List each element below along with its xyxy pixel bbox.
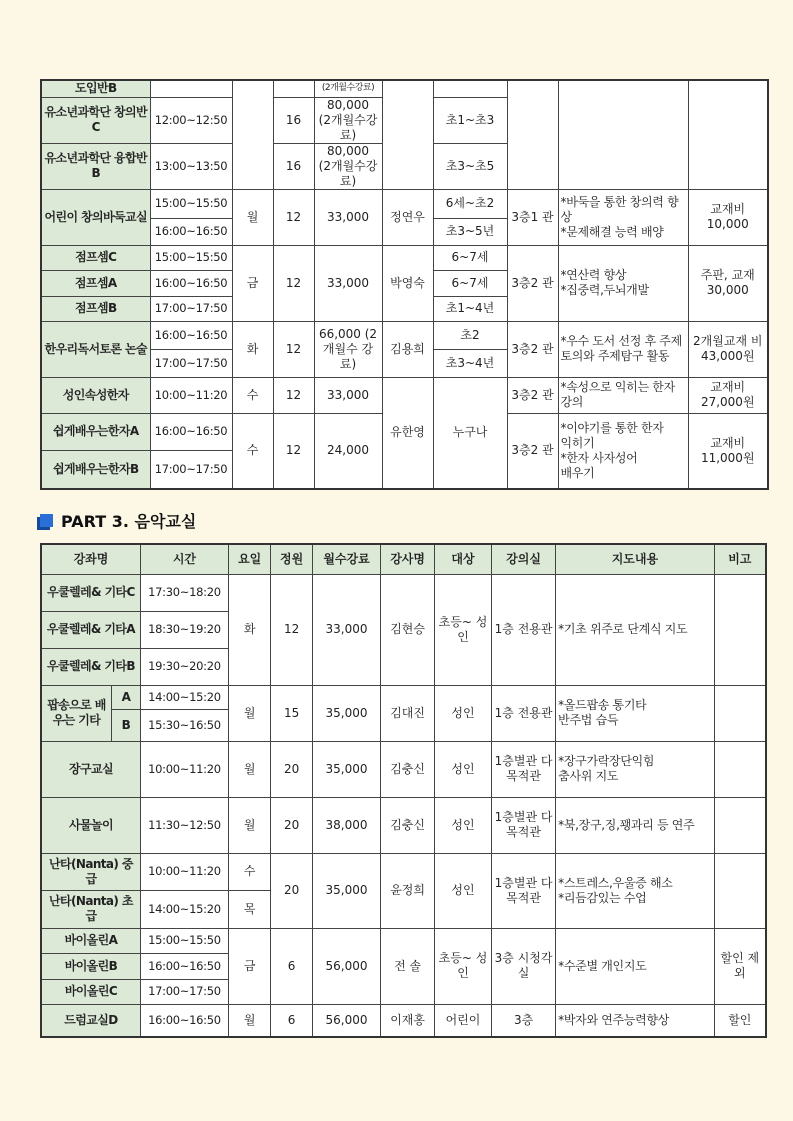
course-name: 바이올린B (41, 953, 140, 979)
capacity: 20 (271, 741, 312, 797)
capacity: 16 (273, 143, 314, 189)
header-cell: 강좌명 (41, 544, 140, 574)
content: *이야기를 통한 한자 익히기 *한자 사자성어 배우기 (558, 413, 688, 489)
content: *수준별 개인지도 (556, 928, 714, 1004)
note: 교재비 11,000원 (688, 413, 768, 489)
room: 3층1 관 (507, 189, 558, 245)
course-name: 점프셈C (41, 245, 150, 270)
room: 3층2 관 (507, 413, 558, 489)
note (714, 797, 766, 853)
course-name: 유소년과학단 융합반B (41, 143, 150, 189)
course-name: 장구교실 (41, 741, 140, 797)
target: 초3~5년 (433, 218, 507, 245)
course-sub: A (111, 685, 140, 709)
course-time: 18:30~19:20 (140, 611, 228, 648)
room: 1층별관 다목적관 (491, 853, 555, 928)
teacher: 김충신 (381, 741, 435, 797)
course-day: 수 (232, 377, 273, 413)
teacher: 전 솔 (381, 928, 435, 1004)
target: 초등~ 성인 (435, 928, 492, 1004)
capacity: 20 (271, 853, 312, 928)
note: 교재비 10,000 (688, 189, 768, 245)
course-time: 13:00~13:50 (150, 143, 232, 189)
fee: 38,000 (312, 797, 380, 853)
header-cell: 요일 (228, 544, 270, 574)
note: 주판, 교재 30,000 (688, 245, 768, 321)
course-time: 16:00~16:50 (150, 413, 232, 450)
room: 3층2 관 (507, 377, 558, 413)
fee: 33,000 (314, 377, 382, 413)
teacher: 김용희 (382, 321, 433, 377)
note: 할인 (714, 1004, 766, 1037)
target: 성인 (435, 741, 492, 797)
content: *올드팝송 통기타 반주법 습득 (556, 685, 714, 741)
target: 누구나 (433, 377, 507, 489)
teacher: 김현승 (381, 574, 435, 685)
course-day: 금 (228, 928, 270, 1004)
note (714, 741, 766, 797)
fee: 35,000 (312, 853, 380, 928)
fee: 33,000 (314, 189, 382, 245)
course-time: 14:00~15:20 (140, 685, 228, 709)
room: 1층 전용관 (491, 574, 555, 685)
teacher: 박영숙 (382, 245, 433, 321)
content: *바둑을 통한 창의력 향상 *문제해결 능력 배양 (558, 189, 688, 245)
course-table-part2 (40, 79, 769, 490)
teacher: 유한영 (382, 377, 433, 489)
course-name: 쉽게배우는한자B (41, 450, 150, 489)
room: 3층2 관 (507, 245, 558, 321)
course-name: 우쿨렐레& 기타B (41, 648, 140, 685)
course-name: 유소년과학단 창의반C (41, 97, 150, 143)
room: 1층 전용관 (491, 685, 555, 741)
fee: 56,000 (312, 928, 380, 1004)
fee-note: (2개월수강료) (318, 112, 378, 142)
target: 6~7세 (433, 245, 507, 270)
fee: 35,000 (312, 685, 380, 741)
content: *북,장구,징,꽹과리 등 연주 (556, 797, 714, 853)
course-time: 16:00~16:50 (140, 1004, 228, 1037)
content: *스트레스,우울증 해소 *리듬감있는 수업 (556, 853, 714, 928)
fee: 56,000 (312, 1004, 380, 1037)
capacity: 12 (273, 245, 314, 321)
course-time: 17:00~17:50 (150, 450, 232, 489)
course-day: 화 (228, 574, 270, 685)
content: *기초 위주로 단계식 지도 (556, 574, 714, 685)
course-time: 17:00~17:50 (150, 349, 232, 377)
target: 6~7세 (433, 270, 507, 296)
music-course-table (40, 543, 767, 1038)
course-name: 점프셈B (41, 296, 150, 321)
content: *장구가락장단익힘 춤사위 지도 (556, 741, 714, 797)
target: 초1~초3 (433, 97, 507, 143)
teacher: 이재홍 (381, 1004, 435, 1037)
fee-cell (314, 143, 382, 189)
course-time: 17:30~18:20 (140, 574, 228, 611)
section-heading (40, 508, 196, 532)
target: 성인 (435, 685, 492, 741)
capacity: 12 (271, 574, 312, 685)
course-day: 수 (232, 413, 273, 489)
header-row (41, 544, 766, 574)
course-time: 14:00~15:20 (140, 890, 228, 928)
course-time: 16:00~16:50 (150, 321, 232, 349)
course-day: 월 (228, 741, 270, 797)
fee: 80,000 (327, 97, 369, 112)
capacity: 15 (271, 685, 312, 741)
course-name: 바이올린A (41, 928, 140, 953)
content: *우수 도서 선정 후 주제토의와 주제탐구 활동 (558, 321, 688, 377)
course-name: 팝송으로 배우는 기타 (41, 685, 111, 741)
target: 초2 (433, 321, 507, 349)
capacity: 12 (273, 189, 314, 245)
course-time: 15:00~15:50 (150, 189, 232, 218)
course-day: 화 (232, 321, 273, 377)
header-cell: 강의실 (491, 544, 555, 574)
course-day: 금 (232, 245, 273, 321)
course-time: 11:30~12:50 (140, 797, 228, 853)
course-name: 우쿨렐레& 기타A (41, 611, 140, 648)
note (714, 685, 766, 741)
capacity: 12 (273, 377, 314, 413)
fee-note: (2개월수강료) (314, 80, 382, 97)
header-cell: 정원 (271, 544, 312, 574)
capacity: 12 (273, 321, 314, 377)
course-time: 10:00~11:20 (140, 741, 228, 797)
capacity: 6 (271, 1004, 312, 1037)
room: 1층별관 다목적관 (491, 741, 555, 797)
course-name: 드럼교실D (41, 1004, 140, 1037)
course-time: 16:00~16:50 (150, 218, 232, 245)
target: 6세~초2 (433, 189, 507, 218)
fee-cell (314, 97, 382, 143)
fee: 66,000 (2개월수 강료) (314, 321, 382, 377)
note: 2개월교재 비 43,000원 (688, 321, 768, 377)
course-sub: B (111, 709, 140, 741)
content: *속성으로 익히는 한자강의 (558, 377, 688, 413)
course-day: 목 (228, 890, 270, 928)
course-time: 19:30~20:20 (140, 648, 228, 685)
capacity: 12 (273, 413, 314, 489)
header-cell: 대상 (435, 544, 492, 574)
fee: 80,000 (327, 143, 369, 158)
target: 어린이 (435, 1004, 492, 1037)
target: 성인 (435, 797, 492, 853)
target: 초등~ 성인 (435, 574, 492, 685)
header-cell: 시간 (140, 544, 228, 574)
course-name: 한우리독서토론 논술 (41, 321, 150, 377)
fee: 24,000 (314, 413, 382, 489)
capacity: 20 (271, 797, 312, 853)
content: *박자와 연주능력향상 (556, 1004, 714, 1037)
course-day: 월 (228, 797, 270, 853)
course-name: 우쿨렐레& 기타C (41, 574, 140, 611)
room: 3층 (491, 1004, 555, 1037)
fee: 35,000 (312, 741, 380, 797)
blue-square-icon (40, 514, 53, 527)
course-name: 점프셈A (41, 270, 150, 296)
room: 3층 시청각실 (491, 928, 555, 1004)
course-time: 10:00~11:20 (150, 377, 232, 413)
capacity: 16 (273, 97, 314, 143)
course-name: 난타(Nanta) 초급 (41, 890, 140, 928)
header-cell: 비고 (714, 544, 766, 574)
course-time: 15:30~16:50 (140, 709, 228, 741)
target: 성인 (435, 853, 492, 928)
note (714, 853, 766, 928)
capacity: 6 (271, 928, 312, 1004)
fee: 33,000 (312, 574, 380, 685)
course-day: 월 (232, 189, 273, 245)
teacher: 윤정희 (381, 853, 435, 928)
course-time: 17:00~17:50 (150, 296, 232, 321)
header-cell: 월수강료 (312, 544, 380, 574)
header-cell: 강사명 (381, 544, 435, 574)
room: 1층별관 다목적관 (491, 797, 555, 853)
course-time: 15:00~15:50 (140, 928, 228, 953)
course-time: 12:00~12:50 (150, 97, 232, 143)
course-name: 사물놀이 (41, 797, 140, 853)
course-day: 월 (228, 685, 270, 741)
note: 할인 제외 (714, 928, 766, 1004)
fee: 33,000 (314, 245, 382, 321)
target: 초1~4년 (433, 296, 507, 321)
teacher: 김충신 (381, 797, 435, 853)
teacher: 김대진 (381, 685, 435, 741)
course-time: 16:00~16:50 (150, 270, 232, 296)
course-name: 바이올린C (41, 979, 140, 1004)
course-name: 도입반B (41, 80, 150, 97)
target: 초3~4년 (433, 349, 507, 377)
section-title: PART 3. 음악교실 (61, 511, 197, 531)
course-name: 쉽게배우는한자A (41, 413, 150, 450)
course-name: 성인속성한자 (41, 377, 150, 413)
teacher: 정연우 (382, 189, 433, 245)
course-time: 10:00~11:20 (140, 853, 228, 890)
content: *연산력 향상 *집중력,두뇌개발 (558, 245, 688, 321)
fee-note: (2개월수강료) (318, 158, 378, 188)
note (714, 574, 766, 685)
header-cell: 지도내용 (556, 544, 714, 574)
course-time: 17:00~17:50 (140, 979, 228, 1004)
course-day: 수 (228, 853, 270, 890)
target: 초3~초5 (433, 143, 507, 189)
course-day: 월 (228, 1004, 270, 1037)
course-name: 난타(Nanta) 중급 (41, 853, 140, 890)
course-time: 15:00~15:50 (150, 245, 232, 270)
course-name: 어린이 창의바둑교실 (41, 189, 150, 245)
note: 교재비 27,000원 (688, 377, 768, 413)
room: 3층2 관 (507, 321, 558, 377)
course-time: 16:00~16:50 (140, 953, 228, 979)
